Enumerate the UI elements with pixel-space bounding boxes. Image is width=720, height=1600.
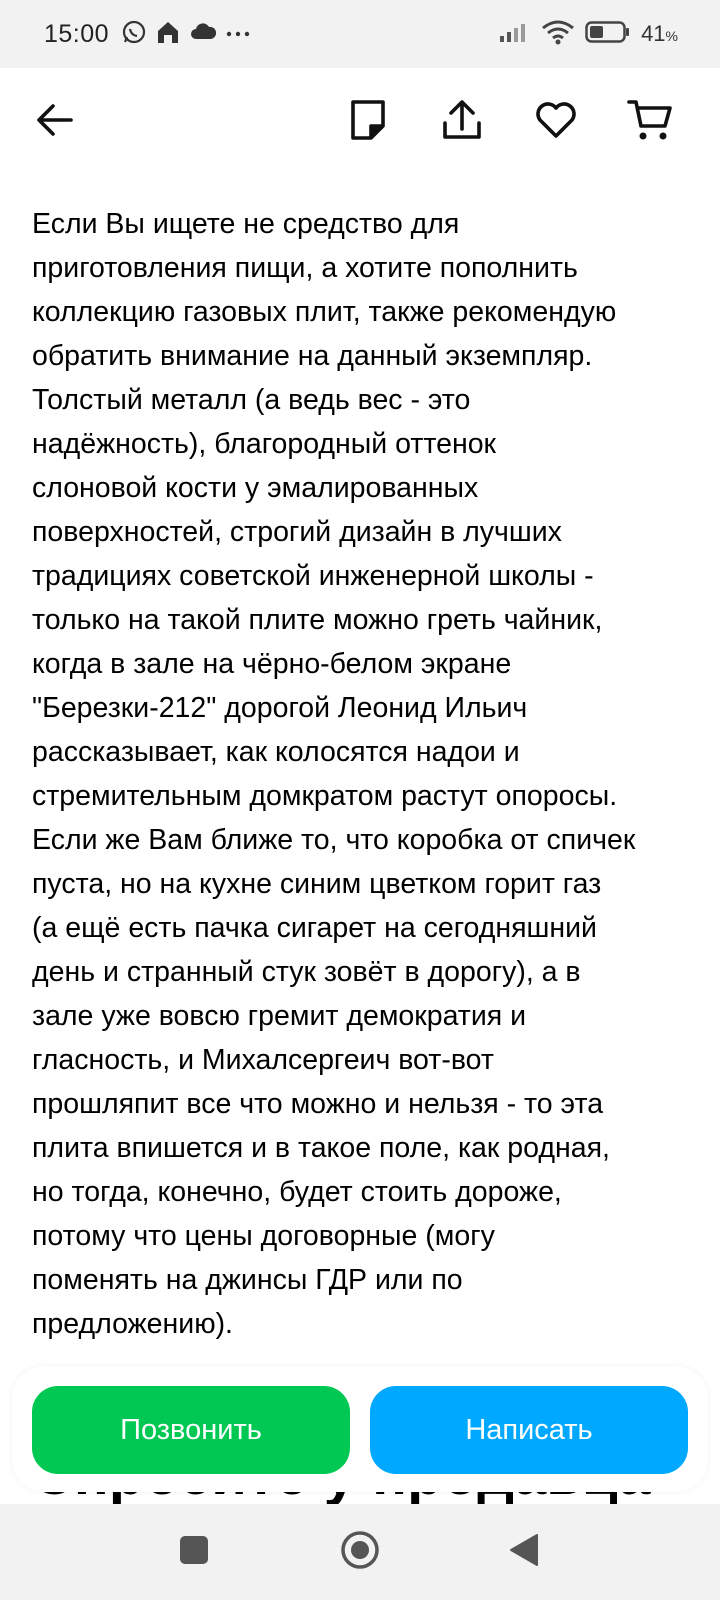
share-button[interactable] [438,98,486,146]
heart-icon [534,100,578,145]
whatsapp-icon [121,19,147,50]
battery-icon [585,20,631,49]
cart-icon [627,98,673,147]
home-nav-button[interactable] [340,1532,380,1572]
back-button[interactable] [31,98,79,146]
system-nav-bar [0,1504,720,1600]
share-icon [442,99,482,146]
status-bar [0,0,720,68]
description-text: Если Вы ищете не средство для приготовления пищи, а хотите пополнить коллекцию газовых плит, также рекомендую обратить внимание на данный экземпляр. Толстый металл (а ведь вес - это надёжность), благородный оттенок слоновой кости у эмалированных поверхностей, строгий дизайн в лучших традициях советской инженерной школы - только на такой плите можно греть чайник, когда в зале на чёрно-белом экране "Березки-212" дорогой Леонид Ильич рассказывает, как колосятся надои и стремительным домкратом растут опоросы. Если же Вам ближе то, что коробка от спичек пуста, но на кухне синим цветком горит газ (а ещё есть пачка сигарет на сегодняшний день и странный стук зовёт в дорогу), а в зале уже вовсю гремит демократия и гласность, и Михалсергеич вот-вот прошляпит все что можно и нельзя - то эта плита впишется и в такое поле, как родная, но тогда, конечно, будет стоить дороже, потому что цены договорные (могу поменять на джинсы ГДР или по предложению). [32,208,636,1340]
cart-button[interactable] [626,98,674,146]
call-button[interactable]: Позвонить [32,1386,350,1474]
home-circle-icon [340,1530,380,1575]
app-bar [0,68,720,178]
description-section [32,162,692,1342]
status-time: 15:00 [44,19,110,48]
recent-apps-button[interactable] [174,1532,214,1572]
signal-icon [499,21,531,48]
status-system-icons [499,19,678,50]
battery-level: 41% [641,21,678,46]
recent-apps-icon [179,1535,209,1570]
back-nav-button[interactable] [504,1532,544,1572]
contact-action-panel [12,1366,708,1492]
status-notification-icons [121,19,251,50]
back-triangle-icon [509,1533,539,1572]
more-dots-icon [225,25,251,43]
back-arrow-icon [35,102,75,143]
write-button[interactable]: Написать [370,1386,688,1474]
wifi-icon [541,19,575,50]
note-icon [349,99,387,146]
favorite-button[interactable] [532,98,580,146]
cloud-icon [189,21,217,48]
note-button[interactable] [344,98,392,146]
home-icon [155,19,181,50]
